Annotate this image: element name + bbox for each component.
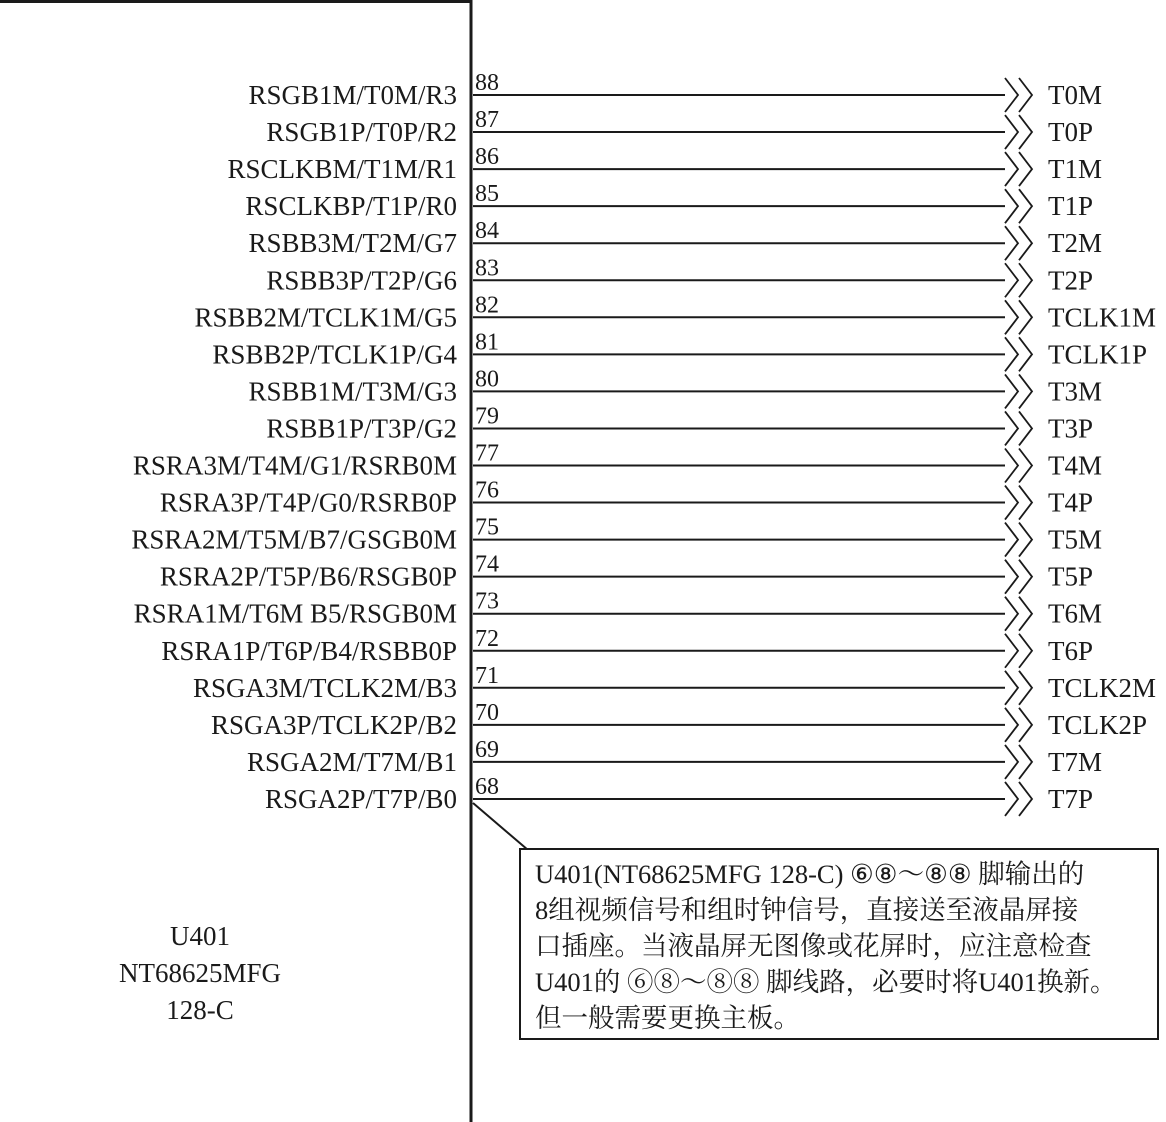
connector-symbol — [1005, 708, 1032, 742]
pin-row — [248, 366, 1102, 408]
pin-number: 77 — [475, 440, 499, 467]
chip-name-line: 128-C — [166, 995, 234, 1025]
connector-symbol — [1005, 263, 1032, 297]
pin-row — [194, 292, 1156, 334]
connector-symbol — [1005, 486, 1032, 520]
pin-number: 81 — [475, 329, 499, 356]
connector-net-label: T4M — [1048, 450, 1102, 481]
pin-signal-label: RSCLKBM/T1M/R1 — [227, 154, 457, 185]
pin-row — [247, 737, 1102, 779]
connector-net-label: TCLK2P — [1048, 709, 1148, 740]
pin-number: 70 — [475, 699, 499, 726]
pin-signal-label: RSBB2P/TCLK1P/G4 — [212, 339, 457, 370]
note-leader-line — [473, 803, 528, 850]
pin-signal-label: RSBB3M/T2M/G7 — [248, 228, 457, 259]
chip-name-line: U401 — [170, 921, 230, 951]
connector-net-label: T4P — [1048, 487, 1094, 518]
connector-net-label: T2P — [1048, 265, 1094, 296]
connector-net-label: TCLK1P — [1048, 339, 1148, 370]
connector-symbol — [1005, 671, 1032, 705]
pin-number: 86 — [475, 144, 499, 171]
connector-symbol — [1005, 337, 1032, 371]
connector-symbol — [1005, 78, 1032, 112]
pin-number: 85 — [475, 181, 499, 208]
connector-net-label: T2M — [1048, 228, 1102, 259]
pin-signal-label: RSRA1P/T6P/B4/RSBB0P — [161, 635, 457, 666]
connector-net-label: T5M — [1048, 524, 1102, 555]
pin-number: 75 — [475, 514, 499, 541]
pin-number: 83 — [475, 255, 499, 282]
note-line: U401的 ⑥⑧～⑧⑧ 脚线路，必要时将U401换新。 — [535, 967, 1117, 997]
connector-symbol — [1005, 374, 1032, 408]
connector-symbol — [1005, 523, 1032, 557]
connector-net-label: T1P — [1048, 191, 1094, 222]
connector-symbol — [1005, 411, 1032, 445]
connector-net-label: TCLK2M — [1048, 672, 1156, 703]
pin-signal-label: RSBB1M/T3M/G3 — [248, 376, 457, 407]
note-line: 8组视频信号和组时钟信号，直接送至液晶屏接 — [535, 895, 1079, 925]
note-line: 口插座。当液晶屏无图像或花屏时，应注意检查 — [535, 931, 1092, 961]
pin-row — [227, 144, 1102, 186]
connector-symbol — [1005, 226, 1032, 260]
pin-row — [266, 403, 1093, 445]
pin-number: 74 — [475, 551, 499, 578]
note-line: U401(NT68625MFG 128-C) ⑥⑧～⑧⑧ 脚输出的 — [535, 859, 1085, 889]
connector-net-label: T6P — [1048, 635, 1094, 666]
pin-signal-label: RSRA3P/T4P/G0/RSRB0P — [159, 487, 457, 518]
pin-row — [160, 478, 1093, 520]
pin-number: 71 — [475, 662, 499, 689]
pin-signal-label: RSBB3P/T2P/G6 — [266, 265, 457, 296]
pin-row — [193, 663, 1156, 705]
pin-signal-label: RSRA3M/T4M/G1/RSRB0M — [132, 450, 457, 481]
pin-signal-label: RSGB1M/T0M/R3 — [248, 80, 457, 110]
connector-net-label: T3P — [1048, 413, 1094, 444]
pin-number: 88 — [475, 70, 499, 96]
connector-net-label: T7P — [1048, 783, 1094, 814]
pin-number: 82 — [475, 292, 499, 319]
pin-row — [248, 218, 1102, 260]
connector-symbol — [1005, 782, 1032, 816]
connector-net-label: T0P — [1048, 117, 1094, 148]
connector-net-label: T7M — [1048, 746, 1102, 777]
pin-signal-label: RSRA1M/T6M B5/RSGB0M — [133, 598, 457, 629]
pin-signal-label: RSCLKBP/T1P/R0 — [245, 191, 457, 222]
connector-symbol — [1005, 300, 1032, 334]
connector-symbol — [1005, 152, 1032, 186]
connector-symbol — [1005, 189, 1032, 223]
connector-net-label: T6M — [1048, 598, 1102, 629]
pin-number: 87 — [475, 107, 499, 134]
pin-row — [265, 774, 1093, 816]
pin-row — [212, 329, 1147, 371]
pin-rows — [131, 70, 1156, 816]
connector-symbol — [1005, 634, 1032, 668]
pin-row — [266, 255, 1093, 297]
pin-signal-label: RSGA3P/TCLK2P/B2 — [210, 709, 457, 740]
pin-signal-label: RSBB2M/TCLK1M/G5 — [194, 302, 457, 333]
pin-number: 76 — [475, 477, 499, 504]
pin-signal-label: RSGB1P/T0P/R2 — [266, 117, 457, 148]
pin-signal-label: RSGA2P/T7P/B0 — [264, 783, 457, 814]
connector-symbol — [1005, 560, 1032, 594]
pin-number: 84 — [475, 218, 499, 245]
pin-signal-label: RSBB1P/T3P/G2 — [266, 413, 457, 444]
connector-symbol — [1005, 597, 1032, 631]
connector-net-label: T0M — [1048, 80, 1102, 110]
pin-row — [160, 552, 1093, 594]
chip-name-line: NT68625MFG — [118, 958, 282, 988]
pin-row — [248, 70, 1102, 112]
connector-symbol — [1005, 449, 1032, 483]
pin-signal-label: RSGA2M/T7M/B1 — [246, 746, 457, 777]
connector-net-label: T3M — [1048, 376, 1102, 407]
pin-row — [134, 589, 1102, 631]
connector-symbol — [1005, 745, 1032, 779]
connector-net-label: TCLK1M — [1048, 302, 1156, 333]
pin-signal-label: RSRA2M/T5M/B7/GSGB0M — [131, 524, 457, 555]
connector-net-label: T1M — [1048, 154, 1102, 185]
pin-number: 72 — [475, 625, 499, 652]
pin-row — [211, 700, 1147, 742]
pin-row — [266, 107, 1093, 149]
pin-number: 68 — [475, 773, 499, 800]
pin-number: 69 — [475, 736, 499, 763]
pin-signal-label: RSGA3M/TCLK2M/B3 — [192, 672, 457, 703]
note-box — [519, 848, 1159, 1040]
pin-row — [133, 441, 1102, 483]
pin-number: 79 — [475, 403, 499, 430]
connector-net-label: T5P — [1048, 561, 1094, 592]
note-line: 但一般需要更换主板。 — [535, 1003, 800, 1033]
pin-signal-label: RSRA2P/T5P/B6/RSGB0P — [159, 561, 457, 592]
pin-number: 73 — [475, 588, 499, 615]
pin-row — [161, 626, 1093, 668]
pin-number: 80 — [475, 366, 499, 393]
connector-symbol — [1005, 115, 1032, 149]
pin-row — [245, 181, 1093, 223]
pin-row — [131, 515, 1102, 557]
